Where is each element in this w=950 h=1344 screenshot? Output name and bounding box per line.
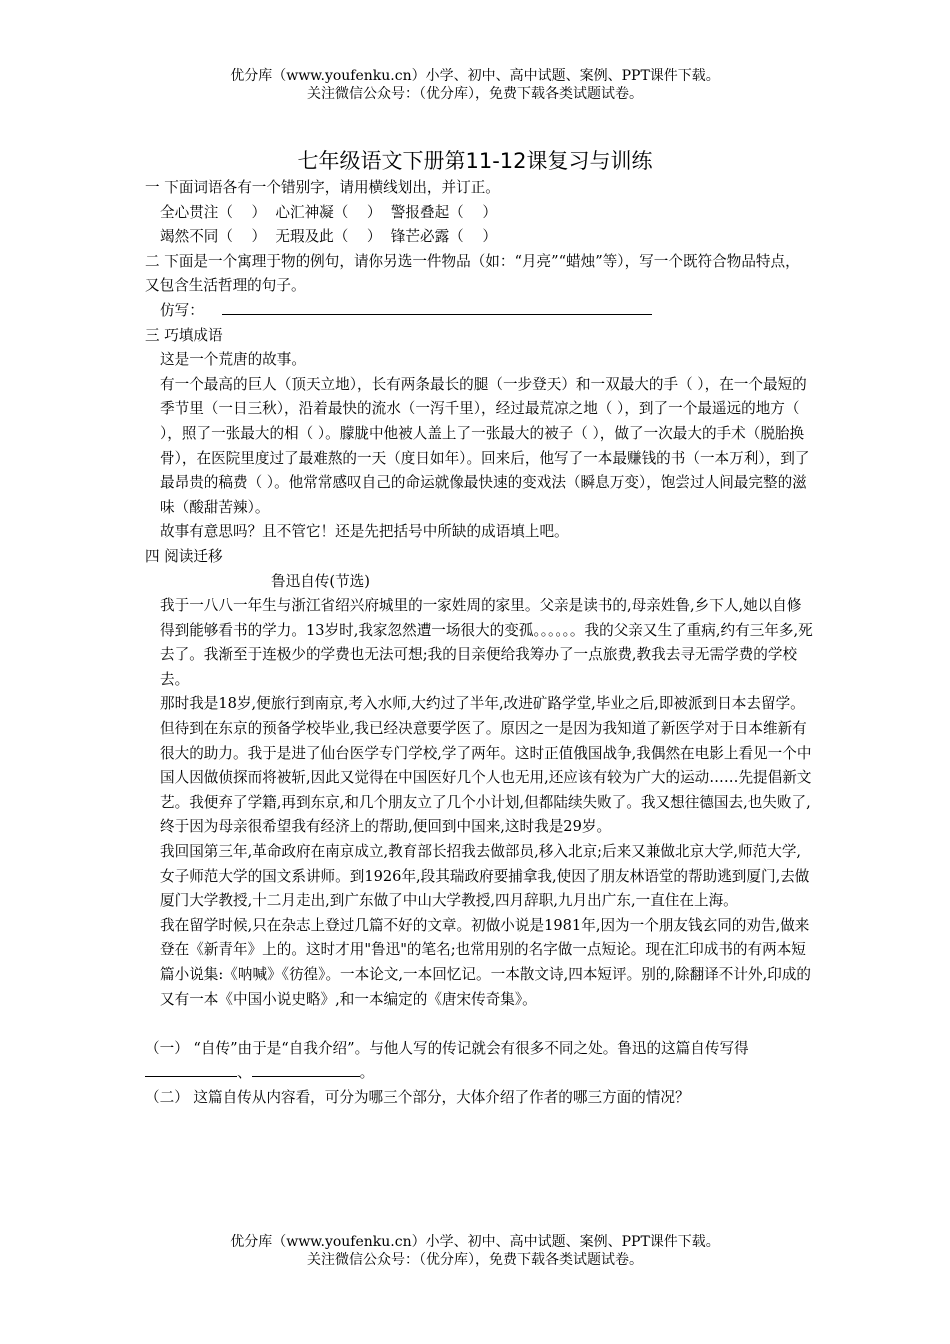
q1-heading: 一 下面词语各有一个错别字，请用横线划出，并订正。 [145, 179, 500, 196]
article-paragraph-2: 那时我是18岁,便旅行到南京,考入水师,大约过了半年,改进矿路学堂,毕业之后,即被派到日本去留学。但待到在东京的预备学校毕业,我已经决意要学医了。原因之一是因为我知道了新医学对于日本维新有很大的助力。我于是进了仙台医学专门学校,学了两年。这时正值俄国战争,我偶然在电影上看见一个中国人因做侦探而将被斩,因此又觉得在中国医好几个人也无用,还应该有较为广大的运动……先提倡新文艺。我便弃了学籍,再到东京,和几个朋友立了几个小计划,但都陆续失败了。我又想往德国去,也失败了,终于因为母亲很希望我有经济上的帮助,便回到中国来,这时我是29岁。 [160, 695, 812, 836]
article-paragraph-4: 我在留学时候,只在杂志上登过几篇不好的文章。初做小说是1981年,因为一个朋友钱玄同的劝告,做来登在《新青年》上的。这时才用"鲁迅"的笔名;也常用别的名字做一点短论。现在汇印成书的有两本短篇小说集:《呐喊》《彷徨》。一本论文,一本回忆记。一本散文诗,四本短评。别的,除翻译不计外,印成的又有一本《中国小说史略》,和一本编定的《唐宋传奇集》。 [160, 916, 812, 1008]
q4-sub1-end: 。 [359, 1064, 375, 1082]
article-paragraph-3: 我回国第三年,革命政府在南京成立,教育部长招我去做部员,移入北京;后来又兼做北京大学,师范大学,女子师范大学的国文系讲师。到1926年,段其瑞政府要捕拿我,使因了朋友林语堂的帮助逃到厦门,去做厦门大学教授,十二月走出,到广东做了中山大学教授,四月辞职,九月出广东,一直住在上海。 [160, 843, 810, 910]
q4-heading: 四 阅读迁移 [145, 547, 223, 565]
q4-sub1-blank-1[interactable] [145, 1062, 237, 1077]
article-title: 鲁迅自传(节选) [271, 572, 370, 590]
footer-line-2: 关注微信公众号：（优分库），免费下载各类试题试卷。 [307, 1252, 643, 1268]
q1-row-1: 全心贯注（ ） 心汇神凝（ ） 警报叠起（ ） [160, 203, 497, 221]
q3-closing: 故事有意思吗？且不管它！还是先把括号中所缺的成语填上吧。 [160, 523, 569, 541]
q4-sub2: （二） 这篇自传从内容看，可分为哪三个部分，大体介绍了作者的哪三方面的情况？ [145, 1088, 690, 1106]
footer-line-1: 优分库（www.youfenku.cn）小学、初中、高中试题、案例、PPT课件下载。 [230, 1234, 720, 1250]
q3-story: 有一个最高的巨人（顶天立地），长有两条最长的腿（一步登天）和一双最大的手（ ），在一个最短的季节里（一日三秋），沿着最快的流水（一泻千里），经过最荒凉之地（ ），到了一个最遥远的地方（ ），照了一张最大的相（ ）。朦胧中他被人盖上了一张最大的被子（ ），做了一次最大的手术（脱胎换骨），在医院里度过了最难熬的一天（度日如年）。回来后，他写了一本最赚钱的书（一本万利），到了最昂贵的稿费（ ）。他常常感叹自己的命运就像最快速的变戏法（瞬息万变），饱尝过人间最完整的滋味（酸甜苦辣）。 [160, 375, 810, 516]
header-line-2: 关注微信公众号：（优分库），免费下载各类试题试卷。 [307, 86, 643, 102]
q1-row-2: 竭然不同（ ） 无瑕及此（ ） 锋芒必露（ ） [160, 228, 497, 246]
document-body [145, 176, 813, 1111]
q4-sub1 [145, 1037, 813, 1086]
q2-answer-line[interactable] [222, 300, 652, 315]
header-line-1: 优分库（www.youfenku.cn）小学、初中、高中试题、案例、PPT课件下载。 [230, 68, 720, 84]
q2-prompt: 仿写： [160, 301, 204, 319]
q4-sub1-blank-2[interactable] [252, 1062, 360, 1077]
q4-sub1-sep: 、 [237, 1064, 252, 1082]
page-title: 七年级语文下册第11-12课复习与训练 [297, 149, 653, 173]
article-paragraph-1: 我于一八八一年生与浙江省绍兴府城里的一家姓周的家里。父亲是读书的,母亲姓鲁,乡下人,她以自修得到能够看书的学力。13岁时,我家忽然遭一场很大的变孤。。。。。。我的父亲又生了重病,约有三年多,死去了。我渐至于连极少的学费也无法可想;我的目亲便给我筹办了一点旅费,教我去寻无需学费的学校去。 [160, 597, 813, 688]
q3-heading: 三 巧填成语 [145, 326, 223, 344]
q4-sub1-text: （一） “自传”由于是“自我介绍”。与他人写的传记就会有很多不同之处。鲁迅的这篇自传写得 [145, 1039, 749, 1057]
q2-heading: 二 下面是一个寓理于物的例句，请你另选一件物品（如：“月亮”“蜡烛”等），写一个既符合物品特点，又包含生活哲理的句子。 [145, 252, 800, 295]
q3-intro: 这是一个荒唐的故事。 [160, 351, 306, 369]
